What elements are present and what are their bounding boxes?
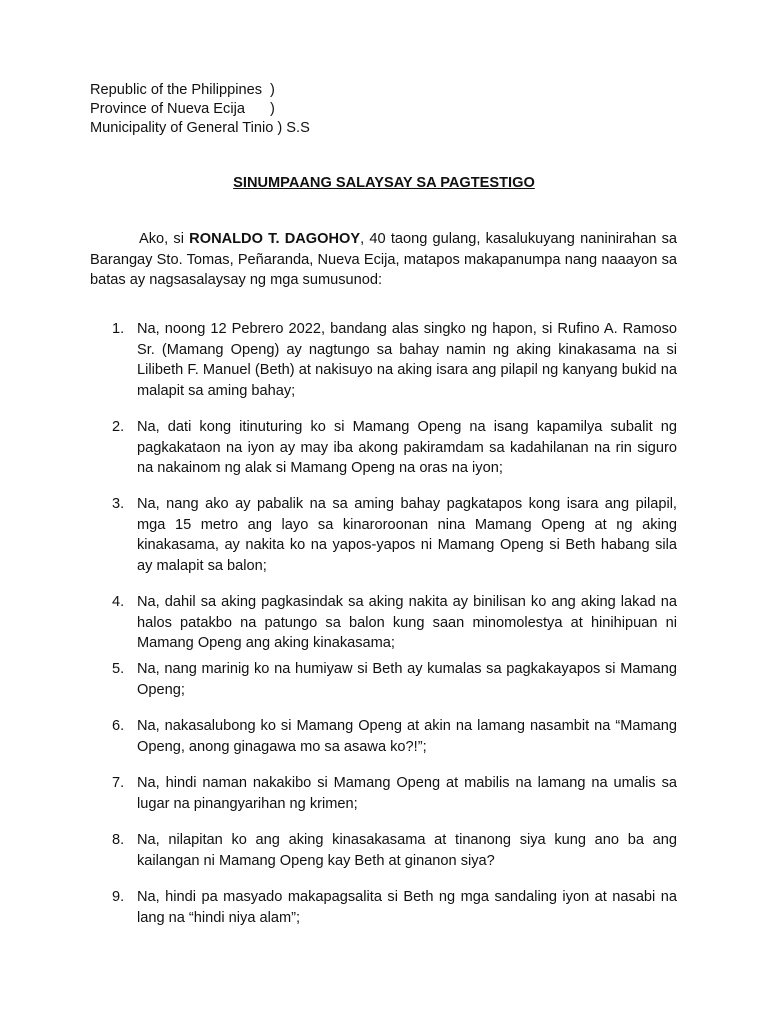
list-item-number: 7. — [112, 775, 125, 791]
header-republic-paren: ) — [270, 82, 275, 98]
list-item — [90, 716, 677, 757]
list-item-text: Na, noong 12 Pebrero 2022, bandang alas singko ng hapon, si Rufino A. Ramoso Sr. (Mamang Openg) ay nagtungo sa bahay namin ng aking kinakasama na si Lilibeth F. Manuel (Beth) at nakisuyo na aking isara ang pilapil ng kanyang bukid na malapit sa aming bahay; — [137, 321, 677, 399]
list-item-number: 4. — [112, 594, 125, 610]
list-item-text: Na, dati kong itinuturing ko si Mamang Openg na isang kapamilya subalit ng pagkakataon na iyon ay may iba akong pakiramdam sa kadahilanan na rin siguro na nakainom ng alak si Mamang Openg na oras na iyon; — [137, 419, 677, 476]
list-item-number: 5. — [112, 661, 125, 677]
list-item — [90, 319, 677, 401]
header-province-text: Province of Nueva Ecija — [90, 101, 245, 117]
list-item — [90, 773, 677, 814]
list-item — [90, 417, 677, 479]
list-item — [90, 830, 677, 871]
header-line-province — [90, 100, 310, 119]
affiant-name: RONALDO T. DAGOHOY — [189, 231, 361, 247]
header-province-paren: ) — [270, 101, 275, 117]
list-item-text: Na, dahil sa aking pagkasindak sa aking nakita ay binilisan ko ang aking lakad na halos patakbo na patungo sa balon kung saan minomolestya at hinihipuan ni Mamang Openg ang aking kinakasama; — [137, 594, 677, 651]
list-item-number: 1. — [112, 321, 125, 337]
header-republic-text: Republic of the Philippines — [90, 82, 262, 98]
list-item-number: 9. — [112, 889, 125, 905]
list-item-text: Na, nakasalubong ko si Mamang Openg at akin na lamang nasambit na “Mamang Openg, anong ginagawa mo sa asawa ko?!”; — [137, 718, 677, 755]
header-line-municipality — [90, 119, 310, 138]
list-item — [90, 592, 677, 654]
document-header — [90, 81, 310, 138]
intro-prefix: Ako, si — [139, 231, 190, 247]
list-item-number: 8. — [112, 832, 125, 848]
header-municipality-text: Municipality of General Tinio ) S.S — [90, 120, 310, 136]
list-item — [90, 887, 677, 928]
list-item — [90, 659, 677, 700]
list-item-text: Na, nilapitan ko ang aking kinasakasama at tinanong siya kung ano ba ang kailangan ni Mamang Openg kay Beth at ginanon siya? — [137, 832, 677, 869]
intro-rest: , 40 taong gulang, kasalukuyang naninirahan sa Barangay Sto. Tomas, Peñaranda, Nueva Ecija, matapos makapanumpa nang naaayon sa batas ay nagsasalaysay ng mga sumusunod: — [90, 231, 677, 288]
list-item — [90, 494, 677, 576]
list-item-text: Na, nang ako ay pabalik na sa aming bahay pagkatapos kong isara ang pilapil, mga 15 metro ang layo sa kinaroroonan nina Mamang Openg at ng aking kinakasama, ay nakita ko na yapos-yapos ni Mamang Openg si Beth habang sila ay malapit sa balon; — [137, 496, 677, 574]
list-item-text: Na, hindi pa masyado makapagsalita si Beth ng mga sandaling iyon at nasabi na lang na “hindi niya alam”; — [137, 889, 677, 926]
list-item-text: Na, nang marinig ko na humiyaw si Beth ay kumalas sa pagkakayapos si Mamang Openg; — [137, 661, 677, 698]
list-item-number: 6. — [112, 718, 125, 734]
header-line-republic — [90, 81, 310, 100]
list-item-number: 3. — [112, 496, 125, 512]
list-item-number: 2. — [112, 419, 125, 435]
intro-paragraph — [90, 229, 677, 291]
document-title: SINUMPAANG SALAYSAY SA PAGTESTIGO — [233, 175, 535, 191]
list-item-text: Na, hindi naman nakakibo si Mamang Openg at mabilis na lamang na umalis sa lugar na pinangyarihan ng krimen; — [137, 775, 677, 812]
